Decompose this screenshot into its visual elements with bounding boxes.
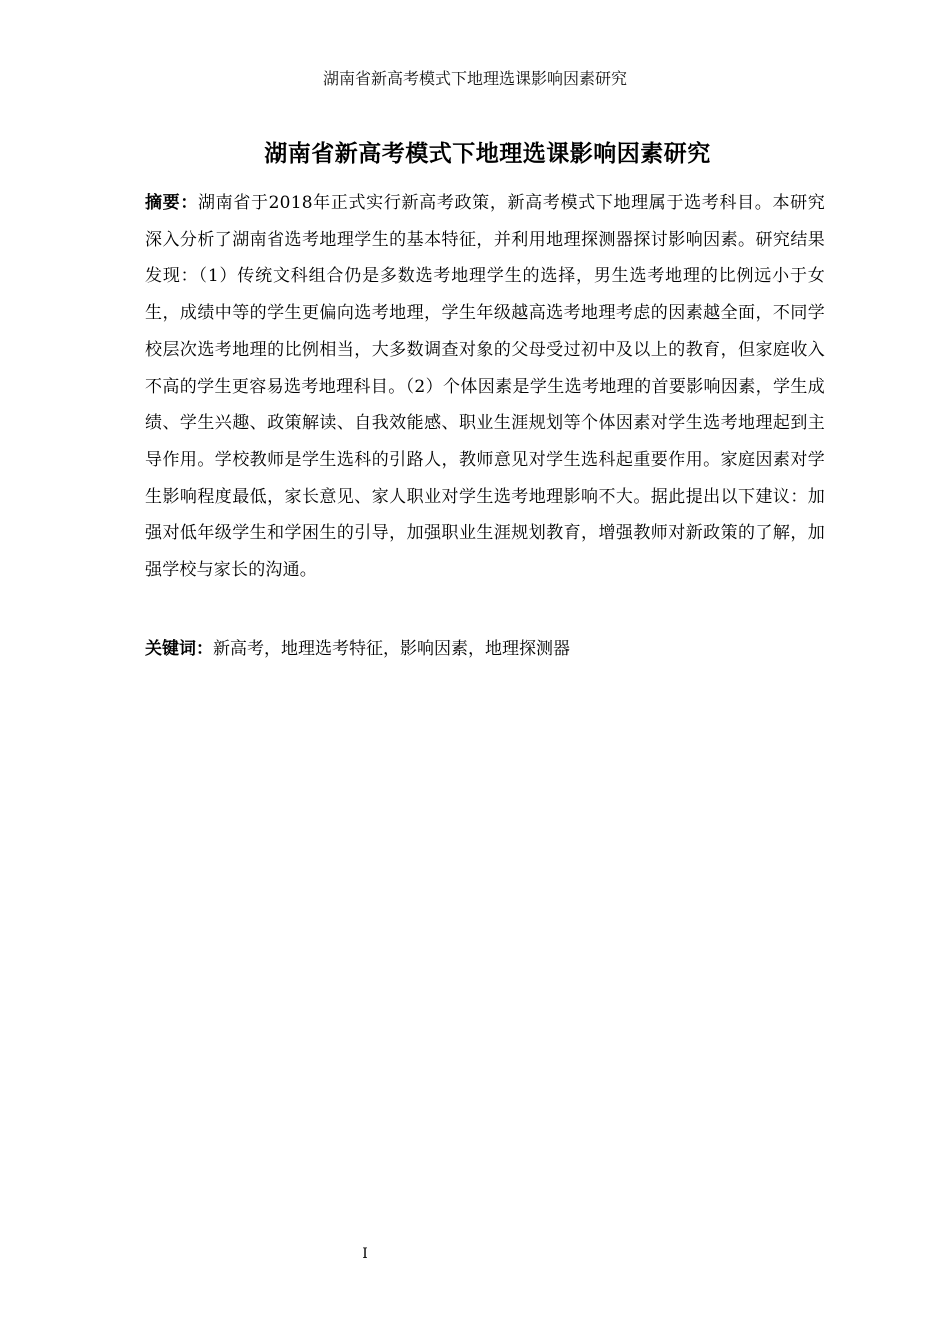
keywords-text: 新高考，地理选考特征，影响因素，地理探测器 [213,639,570,659]
keywords-label: 关键词： [145,639,213,659]
abstract-label: 摘要： [145,193,198,213]
page-number: I [362,1246,368,1262]
document-title: 湖南省新高考模式下地理选课影响因素研究 [264,141,711,167]
running-header: 湖南省新高考模式下地理选课影响因素研究 [322,69,627,88]
abstract-text: 湖南省于2018年正式实行新高考政策，新高考模式下地理属于选考科目。本研究深入分析了湖南省选考地理学生的基本特征，并利用地理探测器探讨影响因素。研究结果发现：（1）传统文科组合仍是多数选考地理学生的选择，男生选考地理的比例远小于女生，成绩中等的学生更偏向选考地理，学生年级越高选考地理考虑的因素越全面，不同学校层次选考地理的比例相当，大多数调查对象的父母受过初中及以上的教育，但家庭收入不高的学生更容易选考地理科目。（2）个体因素是学生选考地理的首要影响因素，学生成绩、学生兴趣、政策解读、自我效能感、职业生涯规划等个体因素对学生选考地理起到主导作用。学校教师是学生选科的引路人，教师意见对学生选科起重要作用。家庭因素对学生影响程度最低，家长意见、家人职业对学生选考地理影响不大。据此提出以下建议：加强对低年级学生和学困生的引导，加强职业生涯规划教育，增强教师对新政策的了解，加强学校与家长的沟通。 [145,193,825,581]
abstract-paragraph [145,185,825,589]
keywords-line [145,632,825,666]
